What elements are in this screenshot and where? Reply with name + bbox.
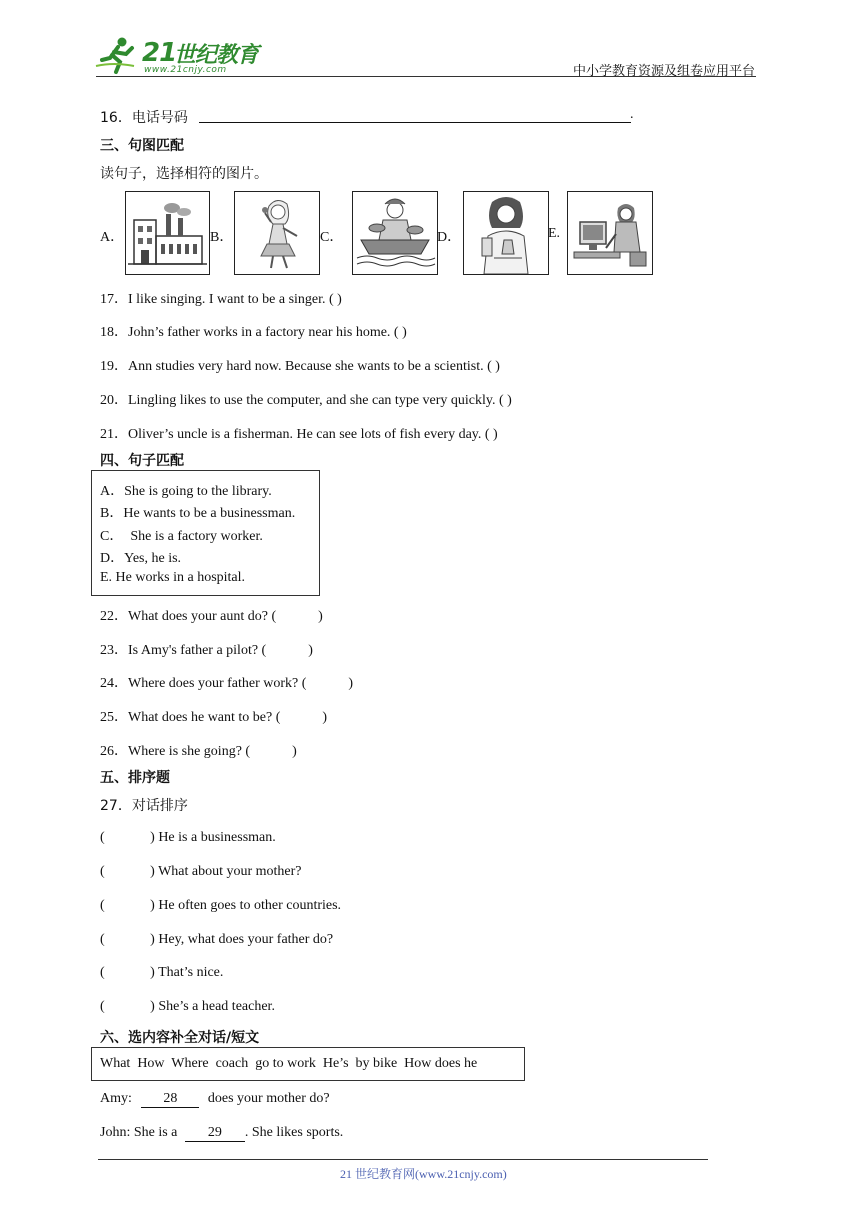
q16-period: . <box>630 107 634 122</box>
question-24: 24．Where does your father work? ( ) <box>100 676 354 691</box>
dialog-line-1 <box>100 1091 330 1108</box>
speaker-john: John: She is a <box>100 1125 178 1140</box>
question-27: 27．对话排序 <box>100 798 188 814</box>
option-c: C． She is a factory worker. <box>100 529 263 544</box>
logo-number: 21 <box>142 38 177 68</box>
blank-29[interactable]: 29 <box>185 1125 245 1142</box>
section3-title: 三、句图匹配 <box>100 138 184 154</box>
order-line-3: ( ) He often goes to other countries. <box>100 898 342 913</box>
order-line-2: ( ) What about your mother? <box>100 864 302 879</box>
q16-label: 16．电话号码 <box>100 110 188 126</box>
platform-title: 中小学教育资源及组卷应用平台 <box>573 64 756 79</box>
q16-answer-line[interactable] <box>199 122 631 123</box>
option-c-label: C． <box>320 230 344 245</box>
question-25: 25．What does he want to be? ( ) <box>100 710 328 725</box>
computer-user-picture <box>567 191 653 275</box>
option-d: D．Yes, he is. <box>100 551 182 566</box>
section3-instruction: 读句子，选择相符的图片。 <box>100 166 268 182</box>
section4-title: 四、句子匹配 <box>100 453 184 469</box>
question-26: 26．Where is she going? ( ) <box>100 744 297 759</box>
singer-picture <box>234 191 320 275</box>
logo-name: 世纪教育 <box>174 43 259 68</box>
question-18: 18．John’s father works in a factory near his home. ( ) <box>100 325 407 340</box>
question-19: 19．Ann studies very hard now. Because she wants to be a scientist. ( ) <box>100 359 500 374</box>
question-23: 23．Is Amy's father a pilot? ( ) <box>100 643 313 658</box>
footer-divider <box>98 1159 708 1160</box>
scientist-picture <box>463 191 549 275</box>
header-divider <box>96 76 756 77</box>
option-e-label: E. <box>548 226 561 241</box>
logo-url: www.21cnjy.com <box>144 65 227 75</box>
dialog-line-1-text: does your mother do? <box>207 1091 330 1106</box>
footer-link[interactable]: 21 世纪教育网(www.21cnjy.com) <box>340 1167 507 1181</box>
option-d-label: D． <box>437 230 462 245</box>
fisherman-picture <box>352 191 438 275</box>
option-e: E. He works in a hospital. <box>100 570 246 585</box>
question-22: 22．What does your aunt do? ( ) <box>100 609 323 624</box>
option-b-label: B． <box>210 230 234 245</box>
option-b: B．He wants to be a businessman. <box>100 506 296 521</box>
order-line-1: ( ) He is a businessman. <box>100 830 276 845</box>
order-line-4: ( ) Hey, what does your father do? <box>100 932 334 947</box>
order-line-5: ( ) That’s nice. <box>100 965 224 980</box>
section6-title: 六、选内容补全对话/短文 <box>100 1030 260 1046</box>
option-a: A．She is going to the library. <box>100 484 272 499</box>
section5-title: 五、排序题 <box>100 770 170 786</box>
speaker-amy: Amy: <box>100 1091 132 1106</box>
question-17: 17．I like singing. I want to be a singer. ( ) <box>100 292 342 307</box>
word-bank: What How Where coach go to work He’s by bike How does he <box>100 1056 478 1071</box>
option-a-label: A． <box>100 230 125 245</box>
runner-logo-icon <box>94 36 136 76</box>
logo <box>94 36 264 76</box>
blank-28[interactable]: 28 <box>141 1091 199 1108</box>
factory-picture <box>125 191 210 275</box>
question-21: 21．Oliver’s uncle is a fisherman. He can see lots of fish every day. ( ) <box>100 427 498 442</box>
dialog-line-2 <box>100 1125 343 1142</box>
order-line-6: ( ) She’s a head teacher. <box>100 999 275 1014</box>
dialog-line-2-text: . She likes sports. <box>244 1125 344 1140</box>
question-20: 20．Lingling likes to use the computer, and she can type very quickly. ( ) <box>100 393 512 408</box>
